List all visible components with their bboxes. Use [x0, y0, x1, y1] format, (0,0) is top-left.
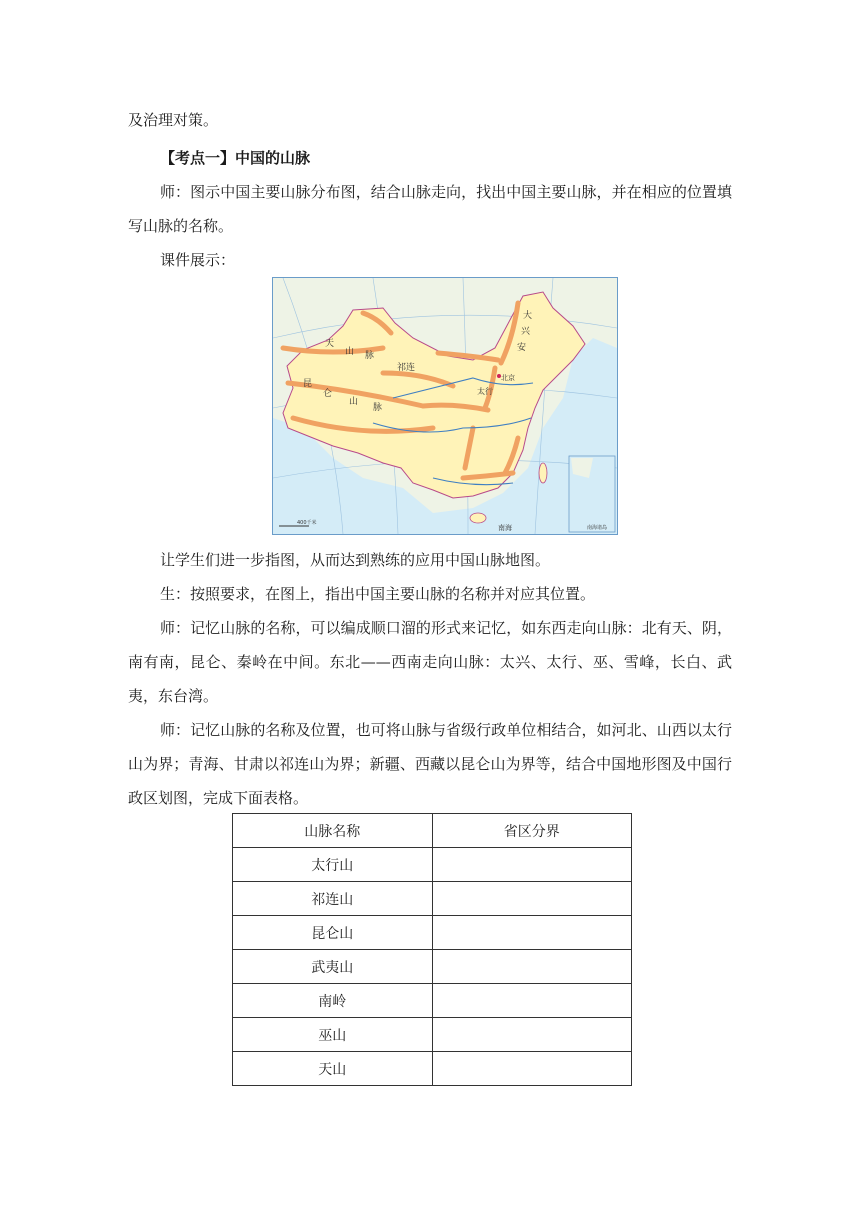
table-cell-boundary [432, 916, 632, 950]
table-cell-mountain: 祁连山 [233, 882, 433, 916]
table-header-cell: 省区分界 [432, 814, 632, 848]
table-cell-boundary [432, 1052, 632, 1086]
label-beijing: 北京 [501, 374, 515, 382]
map-hainan [470, 513, 486, 523]
table-cell-mountain: 昆仑山 [233, 916, 433, 950]
mountain-boundary-table [232, 813, 632, 1086]
table-header-cell: 山脉名称 [233, 814, 433, 848]
table-cell-mountain: 天山 [233, 1052, 433, 1086]
map-taiwan [539, 463, 547, 483]
label-qilian: 祁连 [397, 363, 416, 373]
table-cell-mountain: 巫山 [233, 1018, 433, 1052]
table-cell-boundary [432, 950, 632, 984]
table-header-row [233, 814, 632, 848]
label-kunlun-3: 山 [349, 397, 359, 407]
label-kunlun-4: 脉 [373, 403, 383, 413]
section-heading: 【考点一】中国的山脉 [160, 149, 311, 167]
paragraph-teacher-1: 师：图示中国主要山脉分布图，结合山脉走向，找出中国主要山脉，并在相应的位置填写山脉的名称。 [128, 183, 732, 235]
beijing-marker [497, 374, 501, 378]
table-row [233, 848, 632, 882]
svg-text:400千米: 400千米 [297, 520, 317, 526]
table-cell-boundary [432, 848, 632, 882]
map-svg [273, 278, 617, 534]
label-kunlun-1: 昆 [303, 379, 313, 389]
table-row [233, 950, 632, 984]
table-cell-boundary [432, 882, 632, 916]
map-south-sea-inset [569, 456, 615, 532]
paragraph-teacher-mnemonic: 师：记忆山脉的名称，可以编成顺口溜的形式来记忆，如东西走向山脉：北有天、阴，南有南，昆仑、秦岭在中间。东北——西南走向山脉：太兴、太行、巫、雪峰，长白、武夷，东台湾。 [128, 619, 732, 705]
label-daxing-2: 兴 [521, 327, 531, 337]
paragraph-courseware: 课件展示： [160, 251, 236, 269]
table-cell-mountain: 武夷山 [233, 950, 433, 984]
label-taihang: 太行 [477, 387, 493, 396]
table-cell-boundary [432, 984, 632, 1018]
table-row [233, 916, 632, 950]
table-cell-mountain: 南岭 [233, 984, 433, 1018]
table-cell-boundary [432, 1018, 632, 1052]
label-tianshan-2: 山 [345, 347, 355, 357]
label-south-sea: 南海 [498, 524, 512, 532]
paragraph-student: 生：按照要求，在图上，指出中国主要山脉的名称并对应其位置。 [160, 585, 596, 603]
paragraph-practice: 让学生们进一步指图，从而达到熟练的应用中国山脉地图。 [160, 551, 551, 569]
table-cell-mountain: 太行山 [233, 848, 433, 882]
paragraph-intro-tail: 及治理对策。 [128, 111, 219, 129]
label-daxing-3: 安 [517, 343, 527, 353]
table-row [233, 984, 632, 1018]
label-tianshan-3: 脉 [365, 351, 375, 361]
table-row [233, 882, 632, 916]
china-mountains-map [272, 277, 618, 535]
label-daxing-1: 大 [523, 311, 533, 321]
table-row [233, 1018, 632, 1052]
svg-text:南海诸岛: 南海诸岛 [587, 525, 608, 531]
table-row [233, 1052, 632, 1086]
label-tianshan-1: 天 [325, 339, 335, 349]
paragraph-teacher-boundaries: 师：记忆山脉的名称及位置，也可将山脉与省级行政单位相结合，如河北、山西以太行山为界；青海、甘肃以祁连山为界；新疆、西藏以昆仑山为界等，结合中国地形图及中国行政区划图，完成下面表格。 [128, 721, 732, 807]
label-kunlun-2: 仑 [323, 389, 333, 399]
